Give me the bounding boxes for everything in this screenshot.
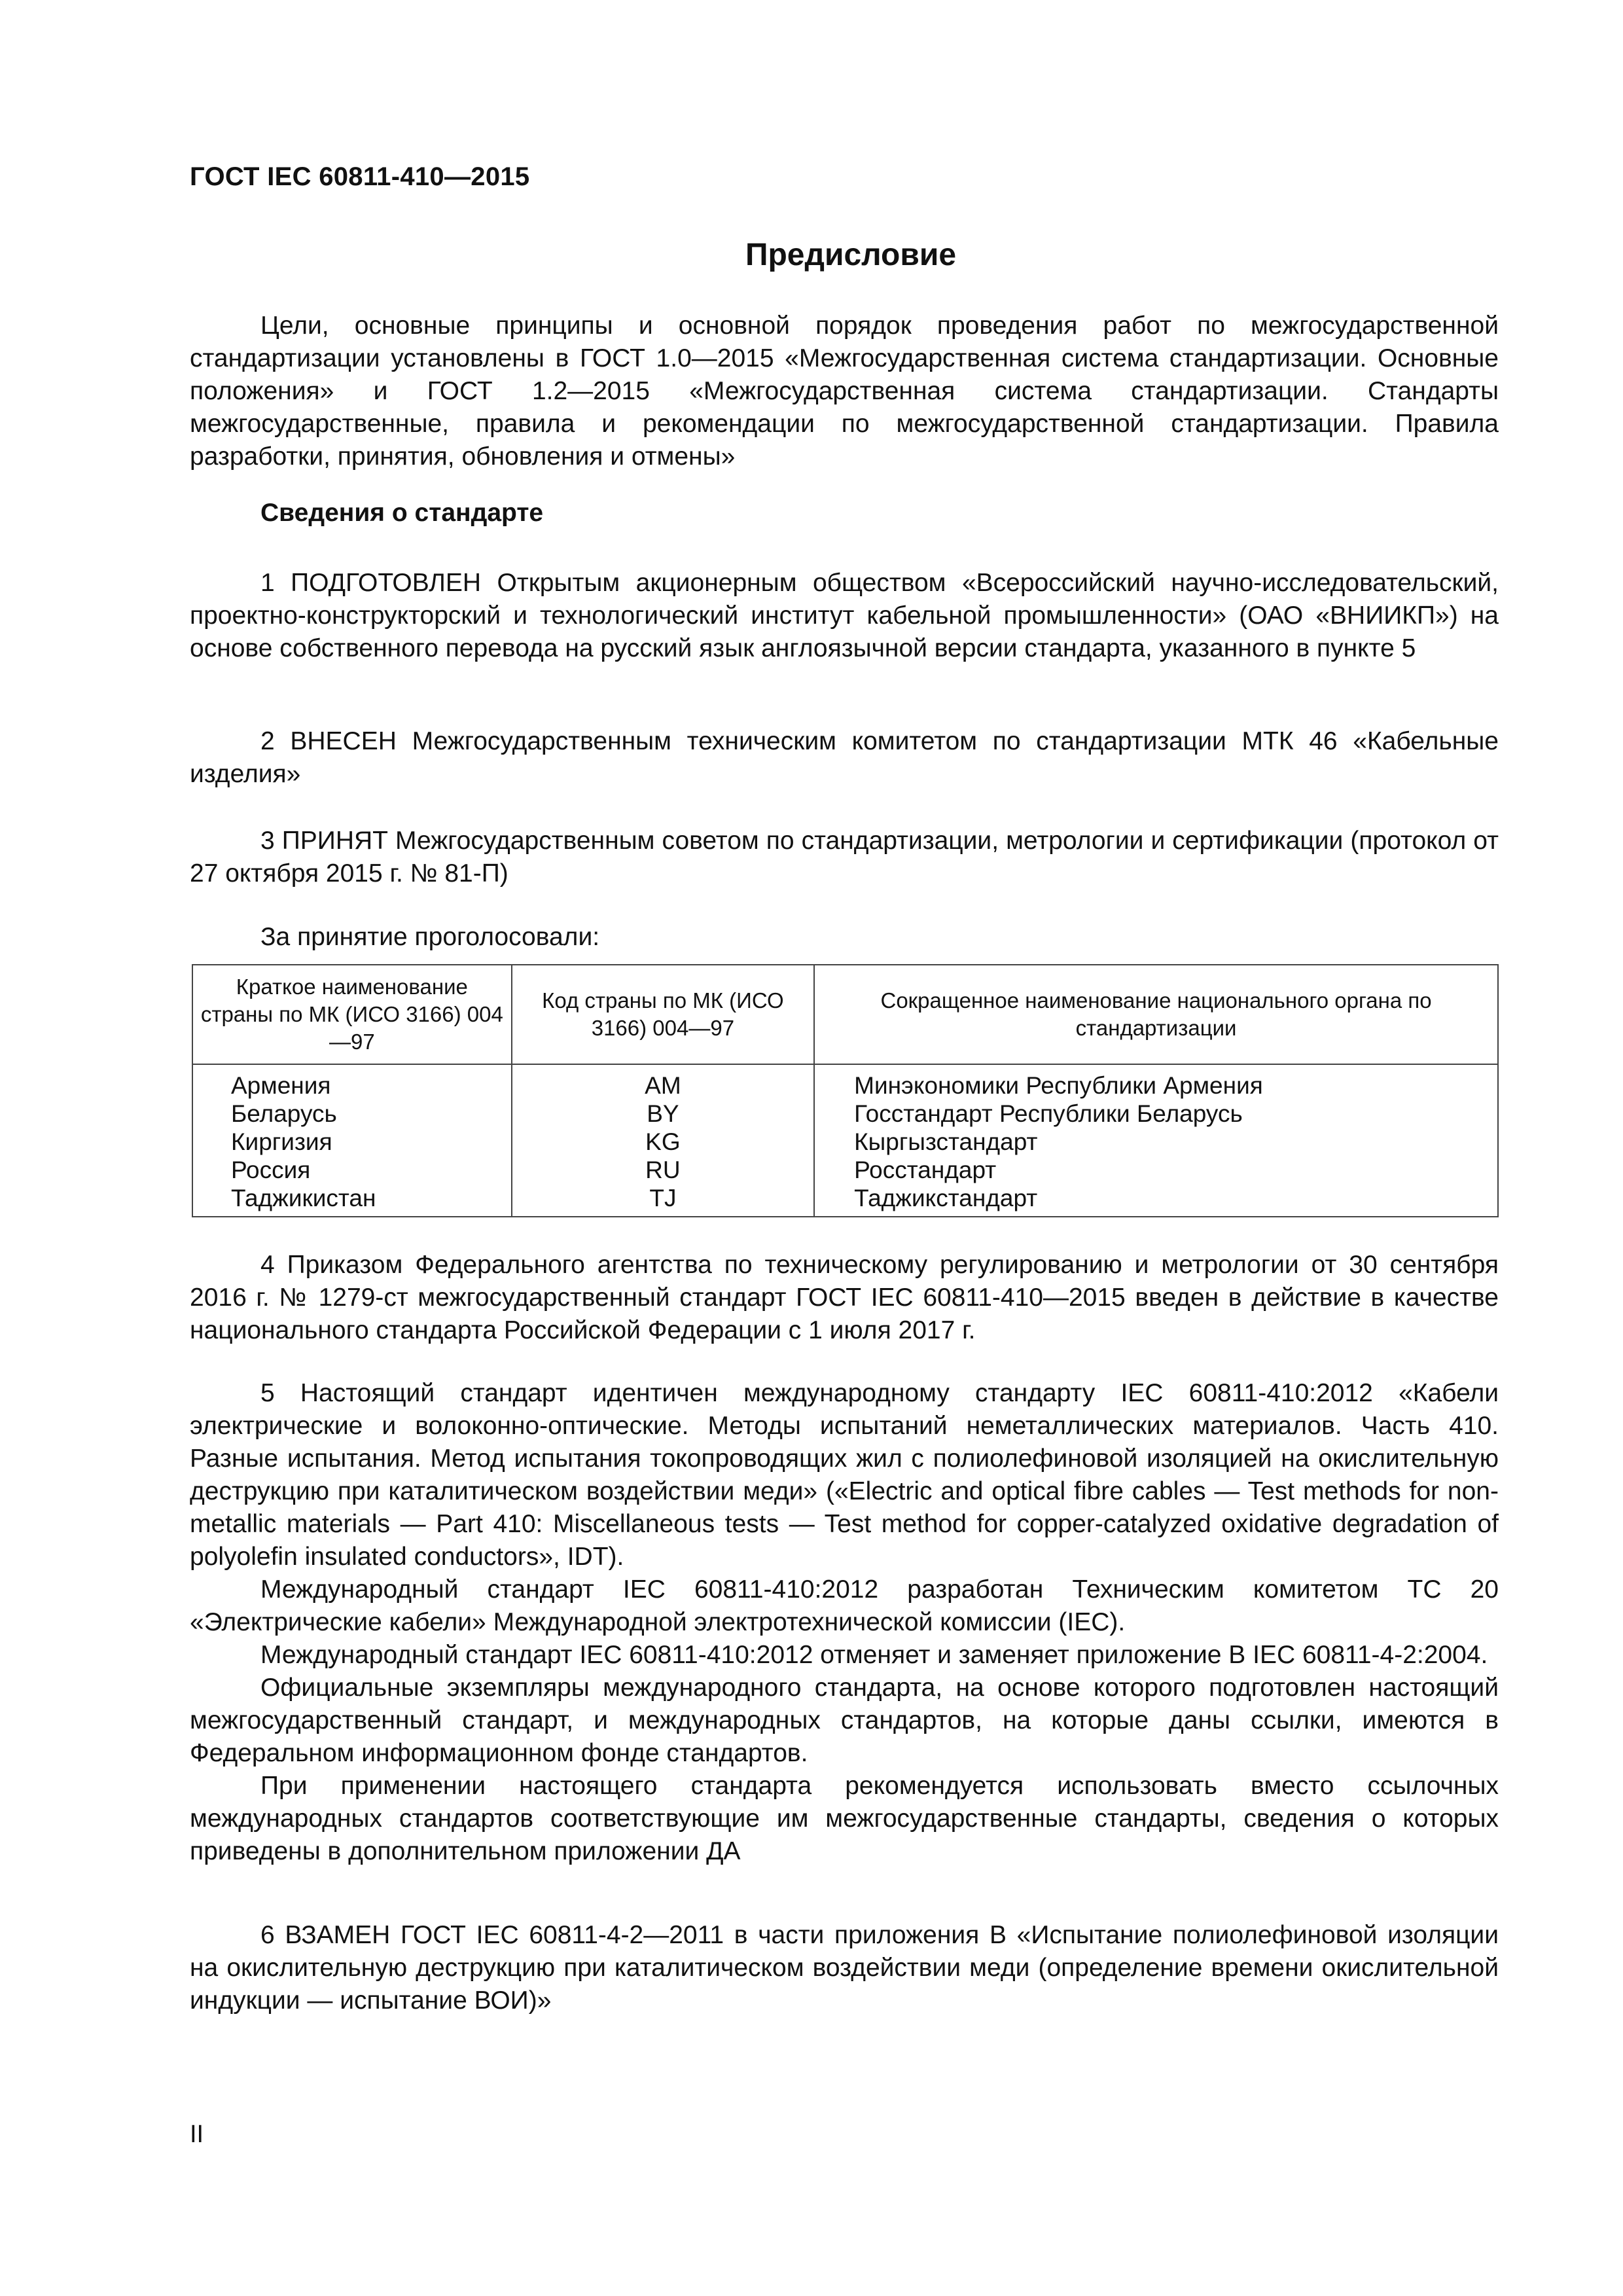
item-5-application-note: При применении настоящего стандарта рекомендуется использовать вместо ссылочных международных стандартов соответствующие им межгосударственные стандарты, сведения о которых приведены в дополнительном приложении ДА: [190, 1772, 1499, 1865]
item-1-block: [190, 567, 1499, 665]
page-number: II: [190, 2121, 204, 2148]
document-id: ГОСТ IEC 60811-410—2015: [190, 162, 530, 191]
table-header-row: [192, 965, 1498, 1064]
vote-label: За принятие проголосовали:: [260, 923, 600, 951]
page-title: Предисловие: [745, 238, 957, 272]
intro-paragraph: Цели, основные принципы и основной порядок проведения работ по межгосударственной стандартизации установлены в ГОСТ 1.0—2015 «Межгосударственная система стандартизации. Основные положения» и ГОСТ 1.2—2015 «Межгосударственная система стандартизации. Стандарты межгосударственные, правила и рекомендации по межгосударственной стандартизации. Правила разработки, принятия, обновления и отмены»: [190, 312, 1499, 471]
item-5-paragraph: 5 Настоящий стандарт идентичен международному стандарту IEC 60811-410:2012 «Кабели электрические и волоконно-оптические. Методы испытаний неметаллических материалов. Часть 410. Разные испытания. Метод испытания токопроводящих жил с полиолефиновой изоляцией на окислительную деструкцию при каталитическом воздействии меди» («Electric and optical fibre cables — Test methods for non-metallic materials — Part 410: Miscellaneous tests — Test method for copper-catalyzed oxidative degradation of polyolefin insulated conductors», IDT).: [190, 1379, 1499, 1571]
item-5-replaces: Международный стандарт IEC 60811-410:2012 отменяет и заменяет приложение В IEC 60811-4-2:2004.: [260, 1641, 1488, 1669]
item-2-paragraph: 2 ВНЕСЕН Межгосударственным техническим комитетом по стандартизации МТК 46 «Кабельные изделия»: [190, 727, 1499, 788]
item-5-block: [190, 1377, 1499, 1868]
standards-body: Росстандарт: [814, 1156, 1498, 1184]
table-row: [192, 1128, 1498, 1156]
table-row: [192, 1100, 1498, 1128]
item-2-block: [190, 725, 1499, 791]
country-name: Таджикистан: [192, 1184, 512, 1217]
country-code: AM: [512, 1064, 814, 1100]
standards-body: Кыргызстандарт: [814, 1128, 1498, 1156]
standards-body: Госстандарт Республики Беларусь: [814, 1100, 1498, 1128]
country-code: RU: [512, 1156, 814, 1184]
item-4-block: [190, 1249, 1499, 1347]
intro-block: [190, 310, 1499, 473]
item-6-paragraph: 6 ВЗАМЕН ГОСТ IEC 60811-4-2—2011 в части приложения В «Испытание полиолефиновой изоляции на окислительную деструкцию при каталитическом воздействии меди (определение времени окислительной индукции — испытание ВОИ)»: [190, 1921, 1499, 2015]
table-row: [192, 1184, 1498, 1217]
country-code: BY: [512, 1100, 814, 1128]
country-name: Армения: [192, 1064, 512, 1100]
column-header-country: Краткое наименование страны по МК (ИСО 3166) 004—97: [192, 965, 512, 1064]
voting-table: [192, 964, 1499, 1217]
column-header-body: Сокращенное наименование национального органа по стандартизации: [814, 965, 1498, 1064]
table-row: [192, 1156, 1498, 1184]
item-6-block: [190, 1919, 1499, 2017]
standards-body: Таджикстандарт: [814, 1184, 1498, 1217]
country-name: Беларусь: [192, 1100, 512, 1128]
column-header-code: Код страны по МК (ИСО 3166) 004—97: [512, 965, 814, 1064]
country-name: Россия: [192, 1156, 512, 1184]
item-5-official-copies: Официальные экземпляры международного стандарта, на основе которого подготовлен настоящий межгосударственный стандарт, и международных стандартов, на которые даны ссылки, имеются в Федеральном информационном фонде стандартов.: [190, 1674, 1499, 1767]
country-code: KG: [512, 1128, 814, 1156]
item-3-block: [190, 825, 1499, 890]
country-code: TJ: [512, 1184, 814, 1217]
item-3-paragraph: 3 ПРИНЯТ Межгосударственным советом по стандартизации, метрологии и сертификации (протокол от 27 октября 2015 г. № 81-П): [190, 827, 1499, 888]
item-4-paragraph: 4 Приказом Федерального агентства по техническому регулированию и метрологии от 30 сентября 2016 г. № 1279-ст межгосударственный стандарт ГОСТ IEC 60811-410—2015 введен в действие в качестве национального стандарта Российской Федерации с 1 июля 2017 г.: [190, 1251, 1499, 1344]
table-row: [192, 1064, 1498, 1100]
section-heading: Сведения о стандарте: [260, 499, 544, 527]
item-1-paragraph: 1 ПОДГОТОВЛЕН Открытым акционерным обществом «Всероссийский научно-исследовательский, проектно-конструкторский и технологический институт кабельной промышленности» (ОАО «ВНИИКП») на основе собственного перевода на русский язык англоязычной версии стандарта, указанного в пункте 5: [190, 569, 1499, 662]
standards-body: Минэкономики Республики Армения: [814, 1064, 1498, 1100]
item-5-iec-origin: Международный стандарт IEC 60811-410:2012 разработан Техническим комитетом TC 20 «Электрические кабели» Международной электротехнической комиссии (IEC).: [190, 1575, 1499, 1636]
country-name: Киргизия: [192, 1128, 512, 1156]
